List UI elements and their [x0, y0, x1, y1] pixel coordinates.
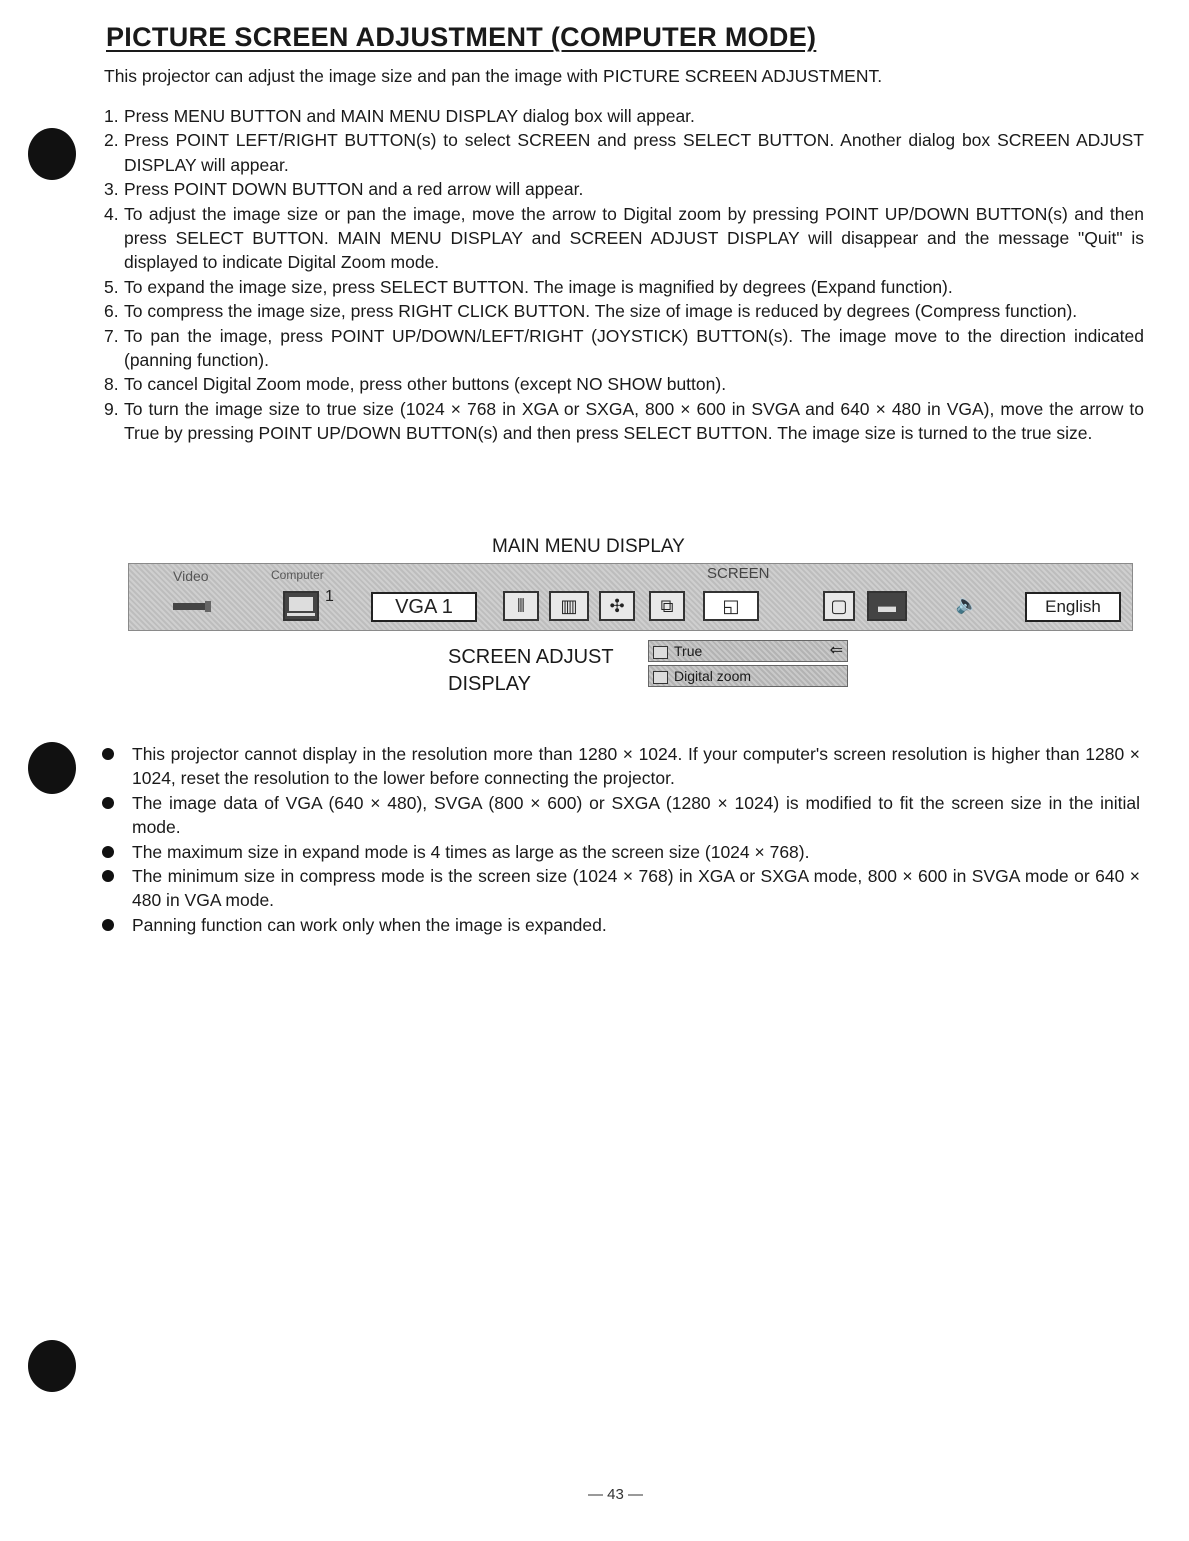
- main-menu-display: [128, 563, 1133, 631]
- note-text: The minimum size in compress mode is the screen size (1024 × 768) in XGA or SXGA mode, 800 × 600 in SVGA mode or 640 × 480 in VGA mode.: [132, 866, 1140, 911]
- step-text: To compress the image size, press RIGHT CLICK BUTTON. The size of image is reduced by degrees (Compress function).: [124, 301, 1078, 322]
- language-box[interactable]: English: [1025, 592, 1121, 622]
- step-text: Press MENU BUTTON and MAIN MENU DISPLAY dialog box will appear.: [124, 106, 695, 126]
- sound-icon[interactable]: 🔈: [955, 594, 979, 614]
- true-option[interactable]: [648, 640, 848, 662]
- screen-adjust-caption-line2: DISPLAY: [448, 673, 531, 695]
- step-item: [104, 177, 1144, 201]
- step-text: To expand the image size, press SELECT BUTTON. The image is magnified by degrees (Expand function).: [124, 276, 953, 297]
- note-item: [100, 913, 1140, 937]
- tab-screen[interactable]: SCREEN: [707, 565, 770, 582]
- step-text: To adjust the image size or pan the image, move the arrow to Digital zoom by pressing POINT UP/DOWN BUTTON(s) and then press SELECT BUTTON. MAIN MENU DISPLAY and SCREEN ADJUST DISPLAY will disappear and the message "Quit" is displayed to indicate Digital Zoom mode.: [124, 203, 1144, 273]
- red-arrow-icon: ⇐: [829, 642, 843, 659]
- input-source-box[interactable]: VGA 1: [371, 592, 477, 622]
- intro-text: This projector can adjust the image size and pan the image with PICTURE SCREEN ADJUSTMENT.: [104, 66, 883, 86]
- note-text: This projector cannot display in the resolution more than 1280 × 1024. If your computer's screen resolution is higher than 1280 × 1024, reset the resolution to the lower before connecting the projector.: [132, 744, 1140, 789]
- step-text: Press POINT LEFT/RIGHT BUTTON(s) to select SCREEN and press SELECT BUTTON. Another dialog box SCREEN ADJUST DISPLAY will appear.: [124, 130, 1144, 175]
- fine-sync-icon[interactable]: ⦀: [503, 591, 539, 621]
- screen-adjust-caption-line1: SCREEN ADJUST: [448, 646, 614, 668]
- step-item: [104, 275, 1144, 299]
- punch-hole-middle: [28, 742, 76, 794]
- digital-zoom-option[interactable]: [648, 665, 848, 687]
- step-number: 9.: [104, 398, 119, 419]
- cable-icon: [169, 591, 215, 621]
- true-option-label: True: [674, 643, 703, 659]
- step-number: 5.: [104, 276, 119, 297]
- bullet-icon: [102, 919, 114, 931]
- note-text: The image data of VGA (640 × 480), SVGA (800 × 600) or SXGA (1280 × 1024) is modified to fit the screen size in the initial mode.: [132, 792, 1140, 838]
- step-item: [104, 372, 1144, 396]
- punch-hole-top: [28, 128, 76, 180]
- step-text: To pan the image, press POINT UP/DOWN/LEFT/RIGHT (JOYSTICK) BUTTON(s). The image move to the direction indicated (panning function).: [124, 325, 1144, 371]
- tab-computer[interactable]: Computer: [271, 568, 324, 582]
- step-item: [104, 324, 1144, 373]
- main-menu-caption: MAIN MENU DISPLAY: [492, 536, 685, 557]
- note-text: Panning function can work only when the image is expanded.: [132, 914, 607, 935]
- step-item: [104, 299, 1144, 323]
- bullet-icon: [102, 797, 114, 809]
- tv-icon[interactable]: ▬: [867, 591, 907, 621]
- bullet-icon: [102, 748, 114, 760]
- step-number: 2.: [104, 130, 119, 151]
- step-text: To cancel Digital Zoom mode, press other buttons (except NO SHOW button).: [124, 374, 727, 395]
- punch-hole-bottom: [28, 1340, 76, 1392]
- instruction-steps: [104, 104, 1144, 446]
- video-input-icon[interactable]: [169, 591, 215, 621]
- note-item: [100, 742, 1140, 791]
- step-item: [104, 104, 1144, 128]
- image-select-icon[interactable]: ⧉: [649, 591, 685, 621]
- step-item: [104, 397, 1144, 446]
- digital-zoom-option-icon: [653, 671, 668, 684]
- computer-input-icon[interactable]: [283, 591, 319, 621]
- digital-zoom-option-label: Digital zoom: [674, 668, 752, 684]
- bullet-icon: [102, 870, 114, 882]
- bullet-icon: [102, 846, 114, 858]
- step-text: Press POINT DOWN BUTTON and a red arrow will appear.: [124, 179, 584, 200]
- step-number: 4.: [104, 203, 119, 224]
- step-item: [104, 202, 1144, 275]
- screen-icon[interactable]: ◱: [703, 591, 759, 621]
- true-option-icon: [653, 646, 668, 659]
- setting-icon[interactable]: ▢: [823, 591, 855, 621]
- input-number: 1: [325, 588, 334, 605]
- page-title: PICTURE SCREEN ADJUSTMENT (COMPUTER MODE): [106, 22, 817, 52]
- step-item: [104, 128, 1144, 177]
- step-number: 3.: [104, 179, 119, 200]
- step-number: 7.: [104, 325, 119, 346]
- note-item: [100, 864, 1140, 913]
- step-text: To turn the image size to true size (1024 × 768 in XGA or SXGA, 800 × 600 in SVGA and 640 × 480 in VGA), move the arrow to True by pressing POINT UP/DOWN BUTTON(s) and then press SELECT BUTTON. The image size is turned to the true size.: [124, 398, 1144, 444]
- notes-list: [100, 742, 1140, 937]
- page-number: — 43 —: [588, 1486, 644, 1503]
- note-item: [100, 840, 1140, 864]
- note-item: [100, 791, 1140, 840]
- position-icon[interactable]: ✣: [599, 591, 635, 621]
- total-dots-icon[interactable]: ▥: [549, 591, 589, 621]
- note-text: The maximum size in expand mode is 4 times as large as the screen size (1024 × 768).: [132, 841, 810, 862]
- tab-video[interactable]: Video: [173, 568, 209, 584]
- step-number: 6.: [104, 301, 119, 322]
- step-number: 8.: [104, 374, 119, 395]
- step-number: 1.: [104, 106, 119, 126]
- screen-adjust-caption: [448, 644, 614, 698]
